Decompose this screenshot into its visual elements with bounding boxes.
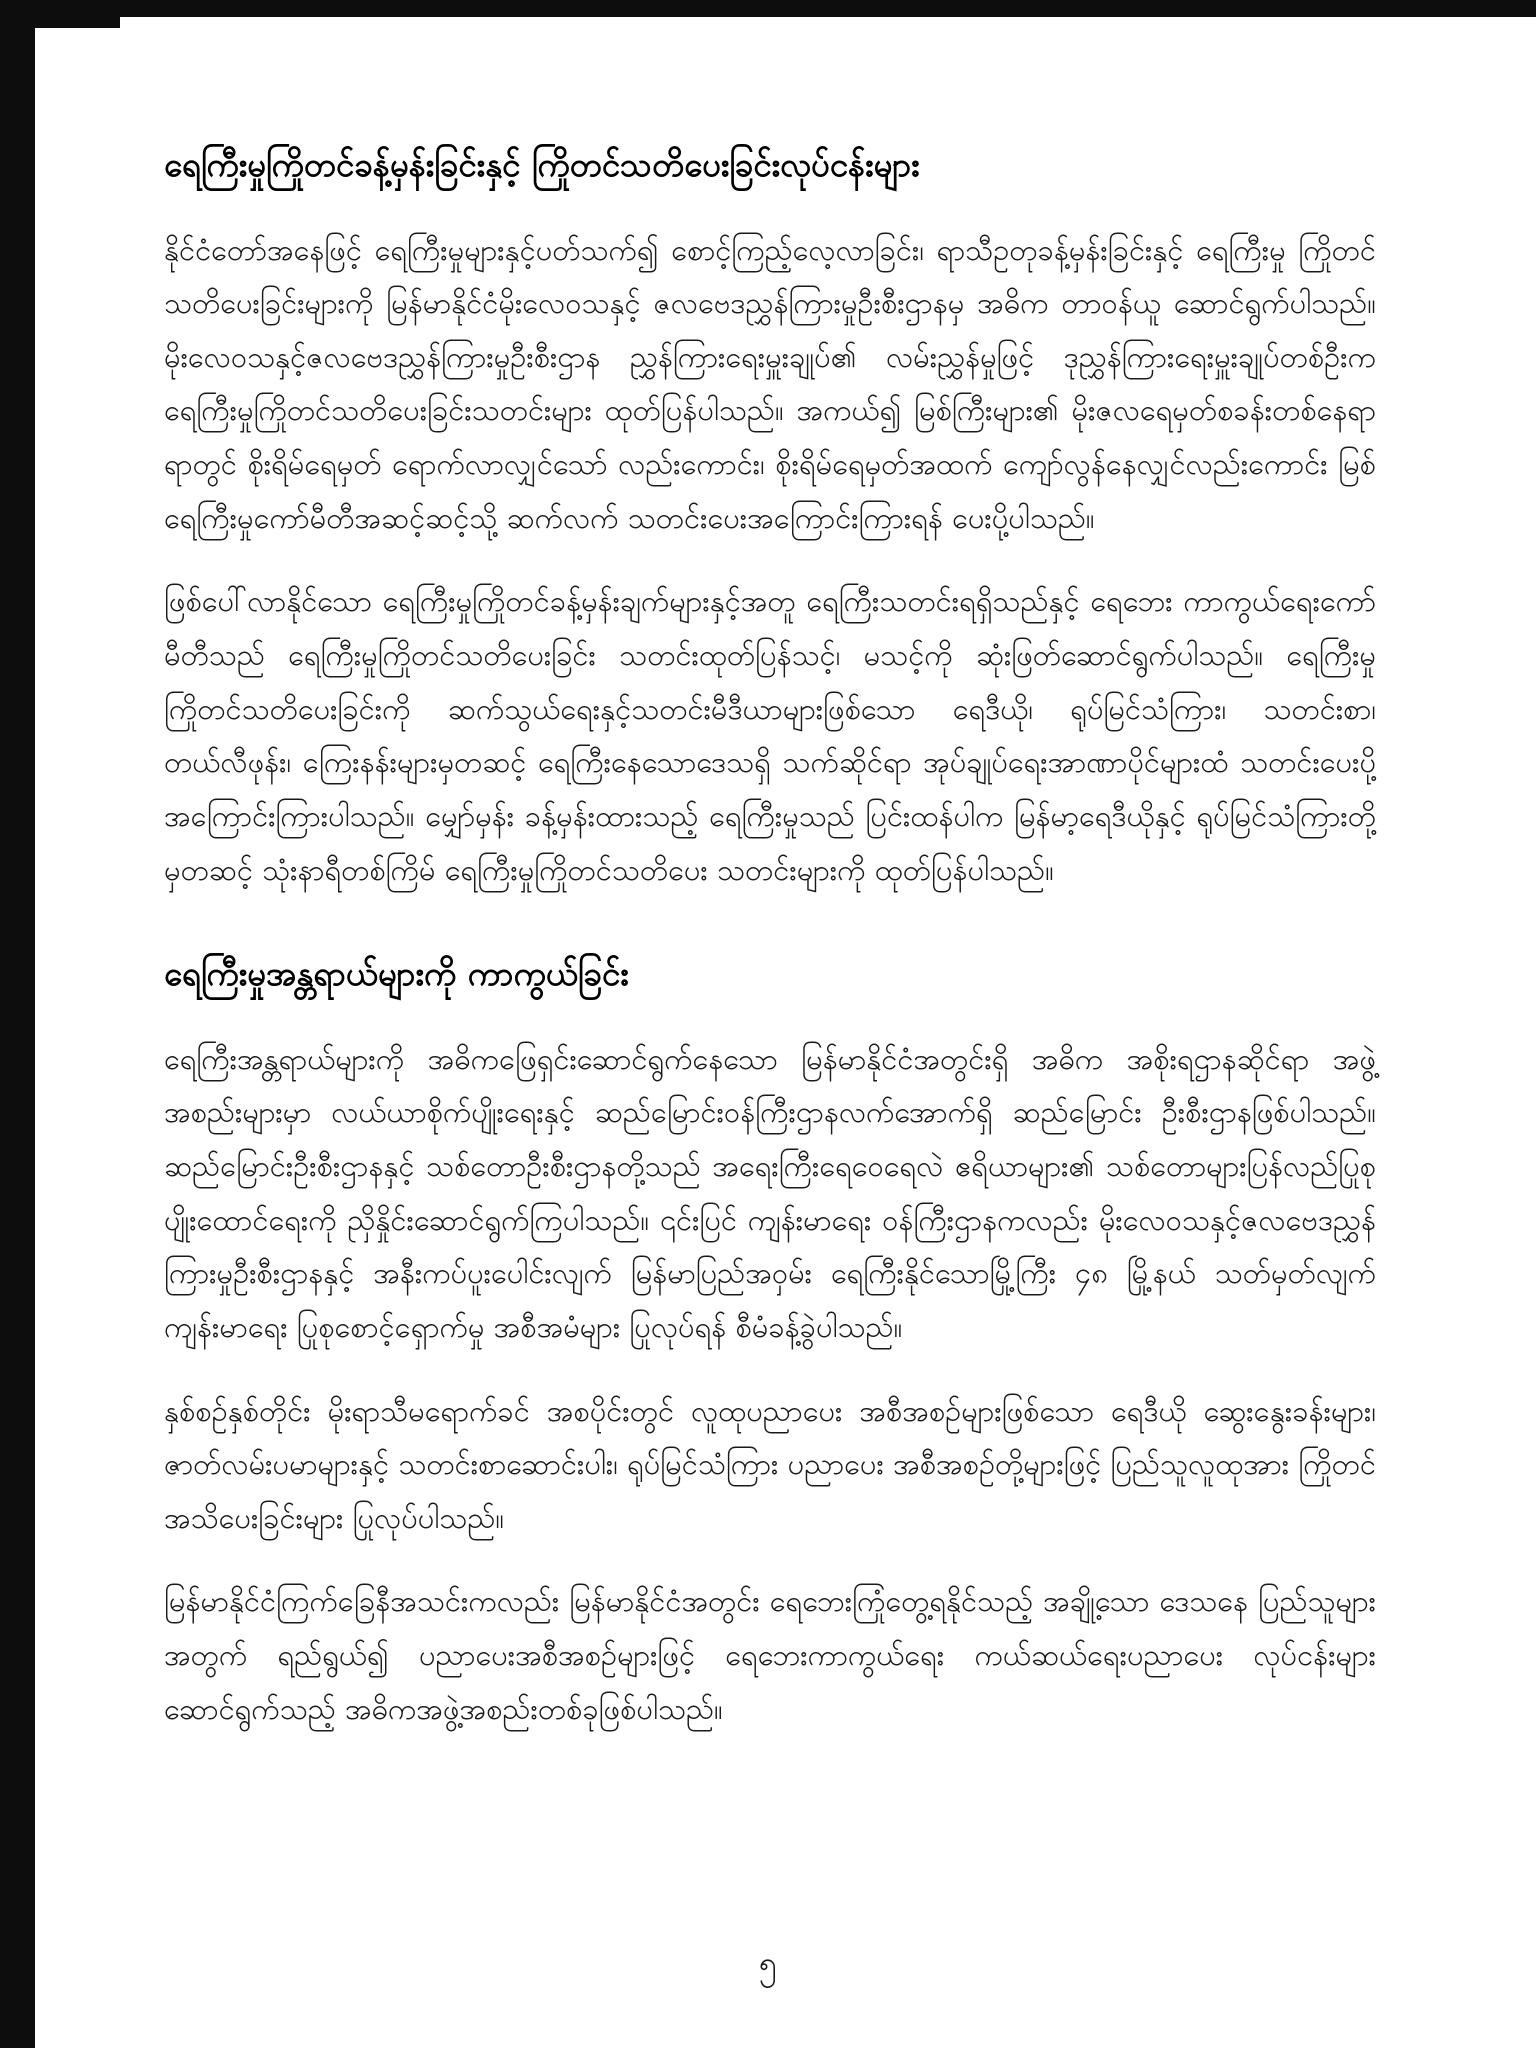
page-number: ၅ xyxy=(759,1944,777,1982)
paragraph: ဖြစ်ပေါ်လာနိုင်သော ရေကြီးမှုကြိုတင်ခန့်မှန်းချက်များနှင့်အတူ ရေကြီးသတင်းရရှိသည်နှင့် ရေဘေး ကာကွယ်ရေးကော်မီတီသည် ရေကြီးမှုကြိုတင်သတိပေးခြင်း သတင်းထုတ်ပြန်သင့်၊ မသင့်ကို ဆုံးဖြတ်ဆောင်ရွက်ပါသည်။ ရေကြီးမှုကြိုတင်သတိပေးခြင်းကို ဆက်သွယ်ရေးနှင့်သတင်းမီဒီယာများဖြစ်သော ရေဒီယို၊ ရုပ်မြင်သံကြား၊ သတင်းစာ၊ တယ်လီဖုန်း၊ ကြေးနန်းများမှတဆင့် ရေကြီးနေသောဒေသရှိ သက်ဆိုင်ရာ အုပ်ချုပ်ရေးအာဏာပိုင်များထံ သတင်းပေးပို့ အကြောင်းကြားပါသည်။ မျှော်မှန်း ခန့်မှန်းထားသည့် ရေကြီးမှုသည် ပြင်းထန်ပါက မြန်မာ့ရေဒီယိုနှင့် ရုပ်မြင်သံကြားတို့မှတဆင့် သုံးနာရီတစ်ကြိမ် ရေကြီးမှုကြိုတင်သတိပေး သတင်းများကို ထုတ်ပြန်ပါသည်။ xyxy=(164,584,1376,887)
section-flood-forecasting xyxy=(164,140,1376,897)
scan-border-top xyxy=(0,0,1536,17)
section-heading-flood-forecasting: ရေကြီးမှုကြိုတင်ခန့်မှန်းခြင်းနှင့် ကြိုတင်သတိပေးခြင်းလုပ်ငန်းများ xyxy=(164,145,920,184)
paragraph: မြန်မာနိုင်ငံကြက်ခြေနီအသင်းကလည်း မြန်မာနိုင်ငံအတွင်း ရေဘေးကြုံတွေ့ရနိုင်သည့် အချို့သော ဒေသနေ ပြည်သူများအတွက် ရည်ရွယ်၍ ပညာပေးအစီအစဉ်များဖြင့် ရေဘေးကာကွယ်ရေး ကယ်ဆယ်ရေးပညာပေး လုပ်ငန်းများ ဆောင်ရွက်သည့် အဓိကအဖွဲ့အစည်းတစ်ခုဖြစ်ပါသည်။ xyxy=(164,1584,1376,1726)
section-heading-flood-protection: ရေကြီးမှုအန္တရာယ်များကို ကာကွယ်ခြင်း xyxy=(164,954,629,994)
paragraph: ရေကြီးအန္တရာယ်များကို အဓိကဖြေရှင်းဆောင်ရွက်နေသော မြန်မာနိုင်ငံအတွင်းရှိ အဓိက အစိုးရဌာနဆိုင်ရာ အဖွဲ့အစည်းများမှာ လယ်ယာစိုက်ပျိုးရေးနှင့် ဆည်မြောင်းဝန်ကြီးဌာနလက်အောက်ရှိ ဆည်မြောင်း ဦးစီးဌာနဖြစ်ပါသည်။ ဆည်မြောင်းဦးစီးဌာနနှင့် သစ်တောဦးစီးဌာနတို့သည် အရေးကြီးရေဝေရေလဲ ဧရိယာများ၏ သစ်တောများပြန်လည်ပြုစုပျိုးထောင်ရေးကို ညှိနှိုင်းဆောင်ရွက်ကြပါသည်။ ၎င်းပြင် ကျန်းမာရေး ဝန်ကြီးဌာနကလည်း မိုးလေဝသနှင့်ဇလဗေဒညွှန်ကြားမှုဦးစီးဌာနနှင့် အနီးကပ်ပူးပေါင်းလျက် မြန်မာပြည်အဝှမ်း ရေကြီးနိုင်သောမြို့ကြီး ၄၈ မြို့နယ် သတ်မှတ်လျက် ကျန်းမာရေး ပြုစုစောင့်ရှောက်မှု အစီအမံများ ပြုလုပ်ရန် စီမံခန့်ခွဲပါသည်။ xyxy=(164,1041,1376,1344)
paragraph: နိုင်ငံတော်အနေဖြင့် ရေကြီးမှုများနှင့်ပတ်သက်၍ စောင့်ကြည့်လေ့လာခြင်း၊ ရာသီဥတုခန့်မှန်းခြင်းနှင့် ရေကြီးမှု ကြိုတင်သတိပေးခြင်းများကို မြန်မာနိုင်ငံမိုးလေဝသနှင့် ဇလဗေဒညွှန်ကြားမှုဦးစီးဌာနမှ အဓိက တာဝန်ယူ ဆောင်ရွက်ပါသည်။ မိုးလေဝသနှင့်ဇလဗေဒညွှန်ကြားမှုဦးစီးဌာန ညွှန်ကြားရေးမှူးချုပ်၏ လမ်းညွှန်မှုဖြင့် ဒုညွှန်ကြားရေးမှူးချုပ်တစ်ဦးက ရေကြီးမှုကြိုတင်သတိပေးခြင်းသတင်းများ ထုတ်ပြန်ပါသည်။ အကယ်၍ မြစ်ကြီးများ၏ မိုးဇလရေမှတ်စခန်းတစ်နေရာရာတွင် စိုးရိမ်ရေမှတ် ရောက်လာလျှင်သော် လည်းကောင်း၊ စိုးရိမ်ရေမှတ်အထက် ကျော်လွန်နေလျှင်လည်းကောင်း မြစ်ရေကြီးမှုကော်မီတီအဆင့်ဆင့်သို့ ဆက်လက် သတင်းပေးအကြောင်းကြားရန် ပေးပို့ပါသည်။ xyxy=(164,232,1376,535)
section-flood-protection xyxy=(164,949,1376,1736)
paragraph: နှစ်စဉ်နှစ်တိုင်း မိုးရာသီမရောက်ခင် အစပိုင်းတွင် လူထုပညာပေး အစီအစဉ်များဖြစ်သော ရေဒီယို ဆွေးနွေးခန်းများ၊ ဇာတ်လမ်းပမာများနှင့် သတင်းစာဆောင်းပါး၊ ရုပ်မြင်သံကြား ပညာပေး အစီအစဉ်တို့များဖြင့် ပြည်သူလူထုအား ကြိုတင်အသိပေးခြင်းများ ပြုလုပ်ပါသည်။ xyxy=(164,1393,1376,1535)
scan-border-left xyxy=(0,0,35,2048)
document-content xyxy=(164,140,1376,1766)
